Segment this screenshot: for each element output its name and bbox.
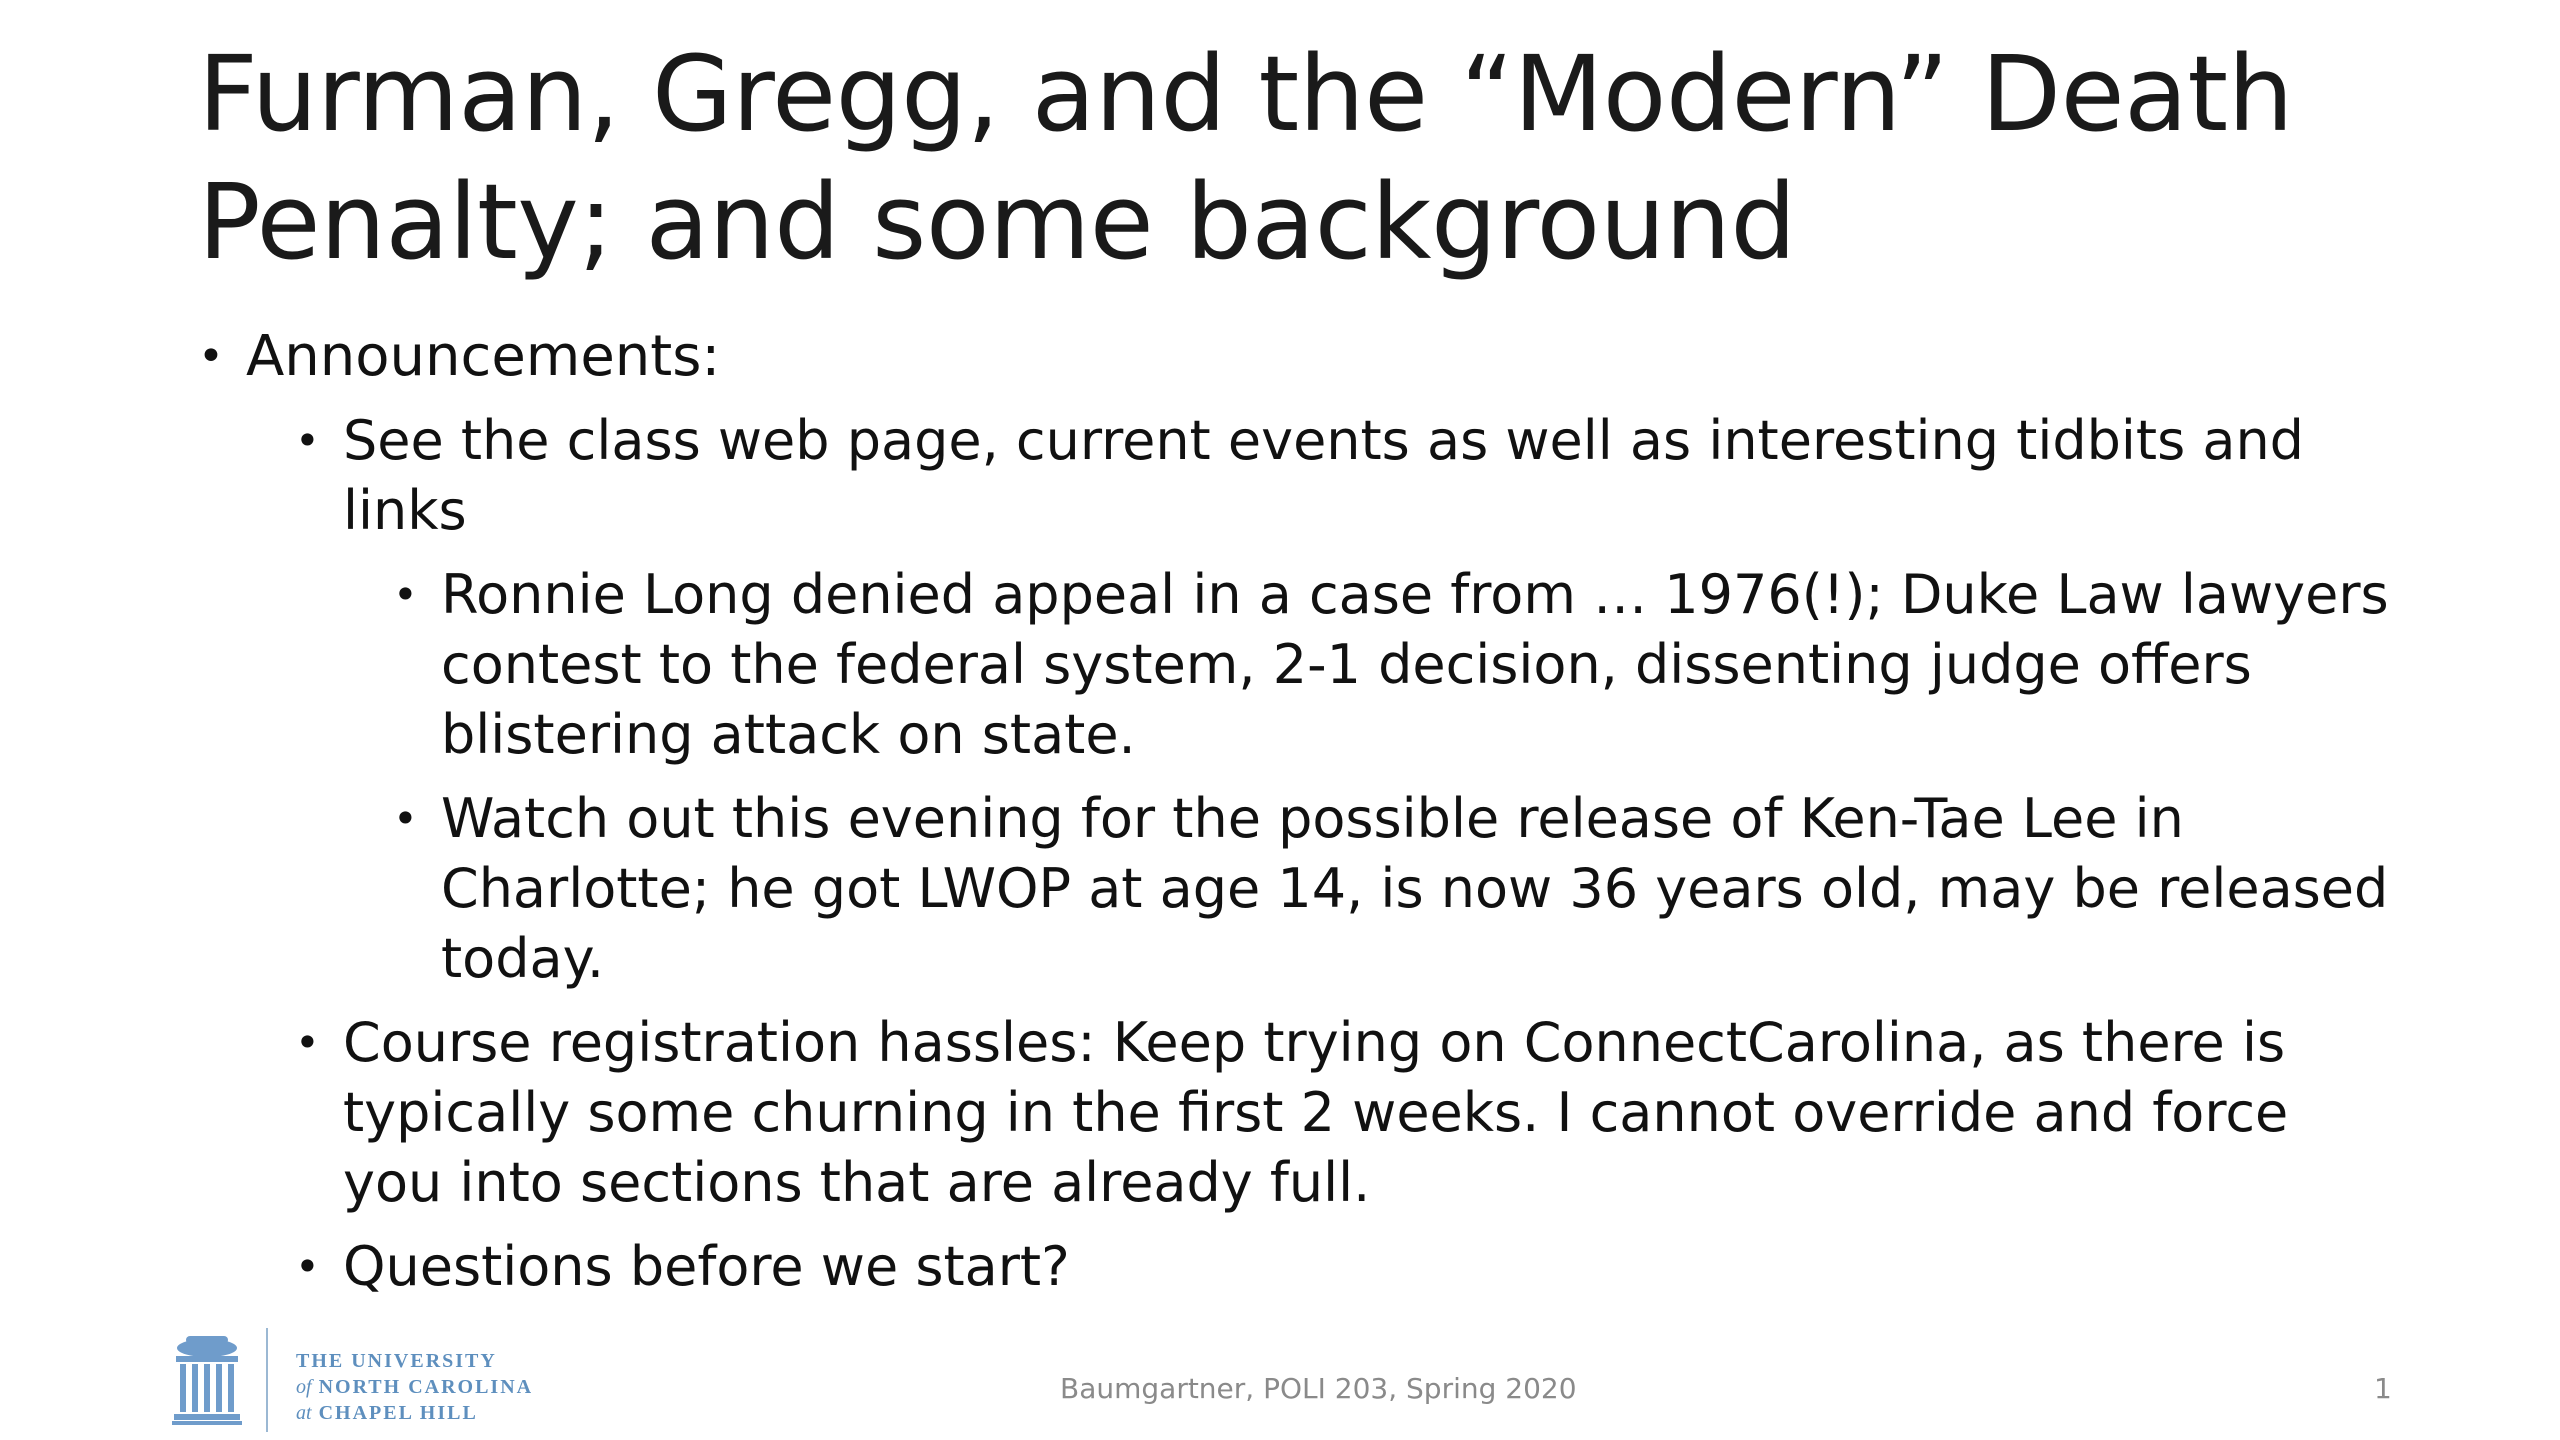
bullet-text: Questions before we start? <box>343 1235 1070 1298</box>
logo-line-3: at CHAPEL HILL <box>296 1402 478 1424</box>
bullet-course-registration <box>198 1008 2398 1218</box>
slide-title: Furman, Gregg, and the “Modern” Death Penalty; and some background <box>198 33 2294 283</box>
bullet-questions <box>198 1232 2398 1302</box>
unc-logo <box>172 1328 552 1432</box>
bullet-ronnie-long <box>198 560 2398 770</box>
slide-body <box>198 322 2398 1302</box>
old-well-icon <box>172 1334 242 1426</box>
bullet-ken-tae-lee <box>198 784 2398 994</box>
bullet-text: Course registration hassles: Keep trying on ConnectCarolina, as there is typically some churning in the first 2 weeks. I cannot override and force you into sections that are already full. <box>343 1011 2289 1214</box>
bullet-marker: • <box>295 1242 320 1291</box>
bullet-text: Announcements: <box>246 324 721 389</box>
bullet-text: See the class web page, current events as well as interesting tidbits and links <box>343 409 2304 542</box>
logo-wordmark <box>296 1348 533 1426</box>
bullet-marker: • <box>393 794 418 843</box>
logo-divider <box>266 1328 268 1432</box>
bullet-list-level-1 <box>198 322 2398 1302</box>
bullet-class-web-page <box>198 406 2398 546</box>
bullet-marker: • <box>295 1018 320 1067</box>
page-number: 1 <box>2374 1372 2392 1405</box>
logo-line-1: THE UNIVERSITY <box>296 1350 497 1372</box>
bullet-marker: • <box>198 331 224 382</box>
bullet-marker: • <box>295 416 320 465</box>
bullet-text: Ronnie Long denied appeal in a case from … 1976(!); Duke Law lawyers contest to the federal system, 2-1 decision, dissenting judge offers blistering attack on state. <box>441 563 2389 766</box>
footer-text: Baumgartner, POLI 203, Spring 2020 <box>1060 1372 1577 1405</box>
logo-line-2: of NORTH CAROLINA <box>296 1376 534 1398</box>
bullet-announcements <box>198 322 2398 392</box>
bullet-marker: • <box>393 570 418 619</box>
bullet-text: Watch out this evening for the possible release of Ken-Tae Lee in Charlotte; he got LWOP at age 14, is now 36 years old, may be released today. <box>441 787 2389 990</box>
